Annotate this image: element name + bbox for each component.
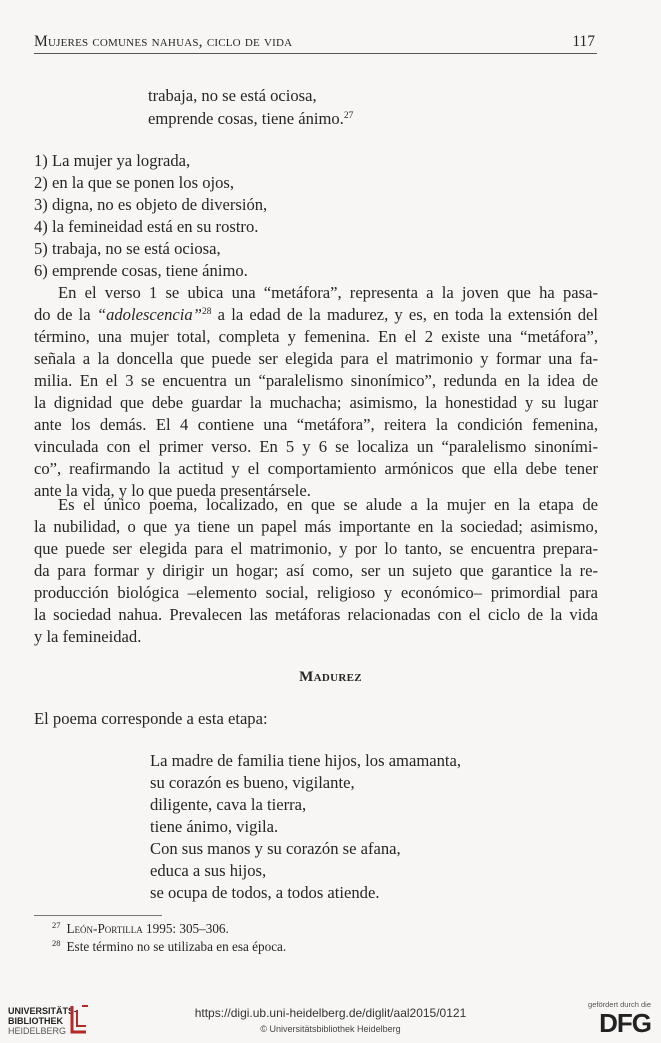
running-head-title: Mujeres comunes nahuas, ciclo de vida bbox=[34, 33, 293, 50]
poem-line: su corazón es bueno, vigilante, bbox=[150, 773, 355, 792]
paragraph-line: da para formar y dirigir un hogar; así como, ser un sujeto que garantice la re- bbox=[34, 561, 598, 580]
intro-line: El poema corresponde a esta etapa: bbox=[34, 709, 268, 728]
list-item: 5) trabaja, no se está ociosa, bbox=[34, 239, 221, 258]
paragraph-line: producción biológica –elemento social, religioso y económico– primordial para bbox=[34, 583, 598, 602]
verse-line: trabaja, no se está ociosa, bbox=[148, 86, 317, 105]
footnote: $^{27}$ León-Portilla 1995: 305–306. bbox=[52, 920, 229, 936]
poem-line: educa a sus hijos, bbox=[150, 861, 267, 880]
section-heading: Madurez bbox=[299, 669, 362, 685]
italic-term: “adolescencia” bbox=[96, 305, 202, 324]
funder-label: gefördert durch die bbox=[588, 1000, 651, 1009]
page-number: 117 bbox=[572, 33, 595, 50]
list-item: 4) la femineidad está en su rostro. bbox=[34, 217, 259, 236]
copyright-notice: © Universitätsbibliothek Heidelberg bbox=[260, 1024, 401, 1034]
footnote-number: 28 bbox=[52, 938, 61, 948]
paragraph-line: co”, reafirmando la actitud y el comportamiento armónicos que ella debe tener bbox=[34, 459, 598, 478]
paragraph-line: ante la vida, y lo que pueda presentársele. bbox=[34, 481, 311, 500]
poem-line: La madre de familia tiene hijos, los amamanta, bbox=[150, 751, 462, 770]
footnote-ref[interactable]: 28 bbox=[201, 307, 212, 317]
paragraph-line: la nubilidad, o que ya tiene un papel más importante en la sociedad; asimismo, bbox=[34, 517, 598, 536]
paragraph-line: que puede ser elegida para el matrimonio, y por lo tanto, se encuentra prepara- bbox=[34, 539, 598, 558]
footnote-divider bbox=[34, 915, 162, 916]
poem-line: se ocupa de todos, a todos atiende. bbox=[150, 883, 380, 902]
paragraph-line: término, una mujer total, completa y femenina. En el 2 existe una “metáfora”, bbox=[34, 327, 598, 346]
footnote-author: León-Portilla bbox=[66, 921, 143, 936]
footnote-ref[interactable]: 27 bbox=[343, 111, 354, 121]
list-item: 1) La mujer ya lograda, bbox=[34, 151, 191, 170]
poem-line: diligente, cava la tierra, bbox=[150, 795, 307, 814]
paragraph-line: y la femineidad. bbox=[34, 627, 142, 646]
paragraph-line: Es el único poema, localizado, en que se alude a la mujer en la etapa de bbox=[58, 495, 598, 514]
library-logo-text: UNIVERSITÄTS- BIBLIOTHEK HEIDELBERG bbox=[8, 1006, 78, 1036]
paragraph-line: do de la “adolescencia”$^{28}$ a la edad de la madurez, y es, en toda la extensión del bbox=[34, 305, 598, 324]
list-item: 6) emprende cosas, tiene ánimo. bbox=[34, 261, 248, 280]
paragraph-line: En el verso 1 se ubica una “metáfora”, representa a la joven que ha pasa- bbox=[58, 283, 598, 302]
list-item: 2) en la que se ponen los ojos, bbox=[34, 173, 235, 192]
list-item: 3) digna, no es objeto de diversión, bbox=[34, 195, 268, 214]
paragraph-line: la sociedad nahua. Prevalecen las metáforas relacionadas con el ciclo de la vida bbox=[34, 605, 598, 624]
verse-line: emprende cosas, tiene ánimo.$^{27}$ bbox=[148, 109, 354, 128]
footnote: $^{28}$ Este término no se utilizaba en esa época. bbox=[52, 938, 287, 954]
paragraph-line: vinculada con el primer verso. En 5 y 6 se localiza un “paralelismo sinoními- bbox=[34, 437, 598, 456]
poem-line: Con sus manos y su corazón se afana, bbox=[150, 839, 401, 858]
paragraph-line: ante los demás. El 4 contiene una “metáfora”, reitera la condición femenina, bbox=[34, 415, 598, 434]
paragraph-line: milia. En el 3 se encuentra un “paralelismo sinonímico”, redunda en la idea de bbox=[34, 371, 598, 390]
digitization-footer bbox=[0, 994, 661, 1043]
running-header bbox=[34, 33, 597, 54]
footnote-number: 27 bbox=[52, 920, 61, 930]
paragraph-line: la dignidad que debe guardar la muchacha; asimismo, la honestidad y su lugar bbox=[34, 393, 598, 412]
paragraph-line: señala a la doncella que puede ser elegida para el matrimonio y formar una fa- bbox=[34, 349, 598, 368]
dfg-logo: DFG bbox=[599, 1008, 651, 1038]
permalink[interactable]: https://digi.ub.uni-heidelberg.de/diglit/aal2015/0121 bbox=[194, 1006, 467, 1020]
poem-line: tiene ánimo, vigila. bbox=[150, 817, 279, 836]
